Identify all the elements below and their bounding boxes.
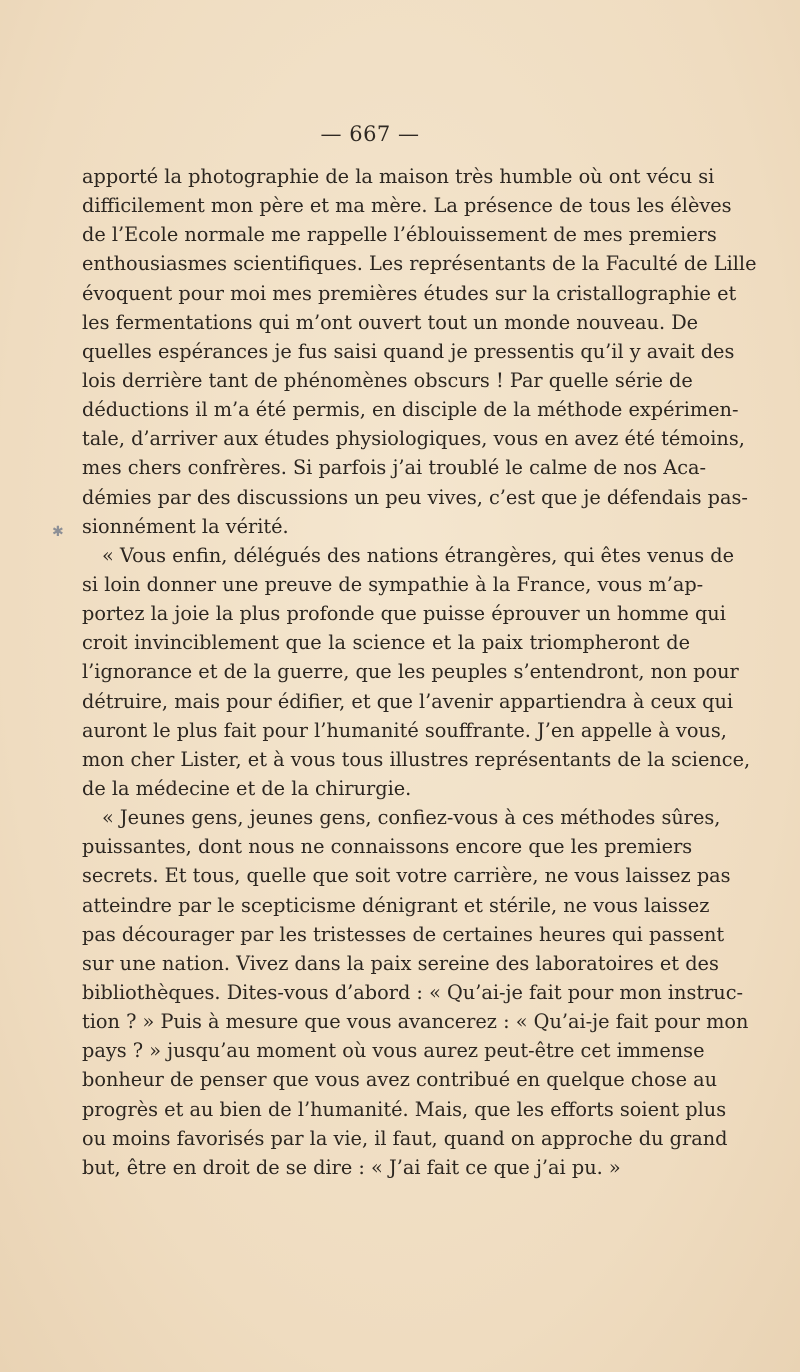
text-line: pays ? » jusqu’au moment où vous aurez peut-être cet immense	[82, 1039, 705, 1063]
text-line: puissantes, dont nous ne connaissons encore que les premiers	[82, 835, 693, 859]
text-line: croit invinciblement que la science et la paix triompheront de	[82, 631, 690, 655]
text-line: de l’Ecole normale me rappelle l’éblouissement de mes premiers	[82, 223, 717, 247]
text-line: détruire, mais pour édifier, et que l’avenir appartiendra à ceux qui	[82, 689, 734, 713]
text-line: « Vous enfin, délégués des nations étrangères, qui êtes venus de	[102, 543, 735, 567]
text-line: pas décourager par les tristesses de certaines heures qui passent	[82, 922, 725, 946]
text-line: auront le plus fait pour l’humanité souffrante. J’en appelle à vous,	[82, 718, 727, 742]
text-line: lois derrière tant de phénomènes obscurs ! Par quelle série de	[82, 368, 693, 392]
text-line: bonheur de penser que vous avez contribué en quelque chose au	[82, 1068, 718, 1092]
text-line: « Jeunes gens, jeunes gens, confiez-vous à ces méthodes sûres,	[102, 806, 721, 830]
text-line: apporté la photographie de la maison très humble où ont vécu si	[82, 165, 715, 188]
text-line: but, être en droit de se dire : « J’ai fait ce que j’ai pu. »	[82, 1155, 621, 1179]
text-line: mes chers confrères. Si parfois j’ai troublé le calme de nos Aca-	[82, 456, 707, 480]
text-line: de la médecine et de la chirurgie.	[82, 776, 412, 800]
text-line: ou moins favorisés par la vie, il faut, quand on approche du grand	[82, 1126, 728, 1150]
text-line: progrès et au bien de l’humanité. Mais, que les efforts soient plus	[82, 1097, 727, 1121]
text-line: enthousiasmes scientifiques. Les représentants de la Faculté de Lille	[82, 252, 757, 276]
text-line: portez la joie la plus profonde que puisse éprouver un homme qui	[82, 602, 726, 626]
text-line: si loin donner une preuve de sympathie à la France, vous m’ap-	[82, 572, 704, 596]
text-line: démies par des discussions un peu vives, c’est que je défendais pas-	[82, 485, 748, 509]
text-line: atteindre par le scepticisme dénigrant et stérile, ne vous laissez	[82, 893, 710, 917]
text-line: déductions il m’a été permis, en disciple de la méthode expérimen-	[82, 398, 739, 422]
body-text	[82, 162, 757, 1182]
text-line: tale, d’arriver aux études physiologiques, vous en avez été témoins,	[82, 427, 745, 451]
text-line: évoquent pour moi mes premières études sur la cristallographie et	[82, 281, 737, 305]
text-line: secrets. Et tous, quelle que soit votre carrière, ne vous laissez pas	[82, 864, 731, 888]
margin-speck: ✱	[52, 524, 64, 540]
text-line: quelles espérances je fus saisi quand je pressentis qu’il y avait des	[82, 339, 735, 363]
text-line: sionnément la vérité.	[82, 514, 289, 538]
text-line: difficilement mon père et ma mère. La présence de tous les élèves	[82, 194, 732, 218]
page-number: — 667 —	[320, 122, 420, 146]
text-line: bibliothèques. Dites-vous d’abord : « Qu’ai-je fait pour mon instruc-	[82, 980, 744, 1004]
text-line: sur une nation. Vivez dans la paix sereine des laboratoires et des	[82, 951, 719, 975]
text-line: l’ignorance et de la guerre, que les peuples s’entendront, non pour	[82, 660, 739, 684]
text-line: mon cher Lister, et à vous tous illustres représentants de la science,	[82, 747, 751, 771]
text-line: les fermentations qui m’ont ouvert tout un monde nouveau. De	[82, 310, 699, 334]
text-line: tion ? » Puis à mesure que vous avancerez : « Qu’ai-je fait pour mon	[82, 1010, 749, 1034]
